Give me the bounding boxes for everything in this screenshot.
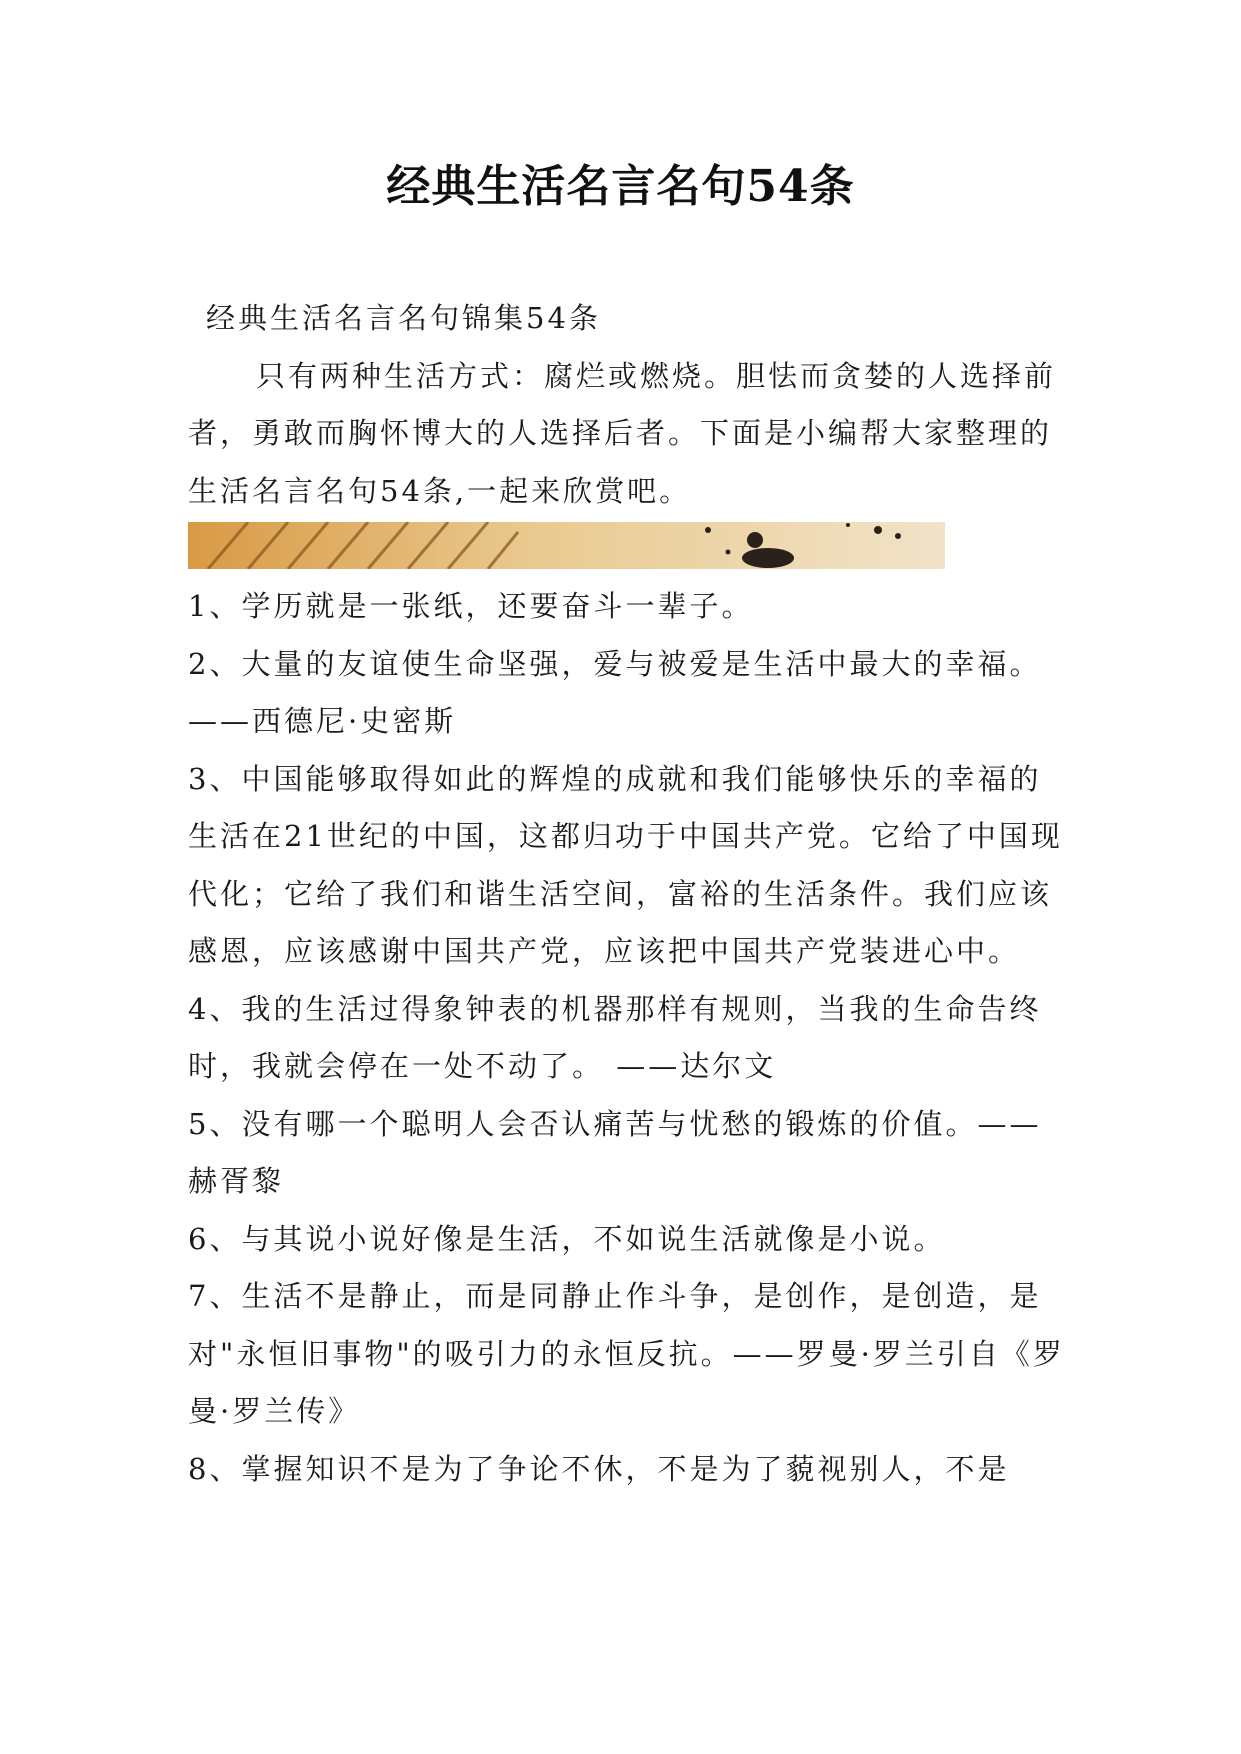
quote-item: 5、没有哪一个聪明人会否认痛苦与忧愁的锻炼的价值。——赫胥黎 — [188, 1106, 1042, 1198]
quote-item: 2、大量的友谊使生命坚强，爱与被爱是生活中最大的幸福。——西德尼·史密斯 — [188, 646, 1042, 738]
banner-image — [188, 522, 945, 569]
quote-item: 8、掌握知识不是为了争论不休，不是为了藐视别人，不是 — [188, 1451, 1010, 1486]
quote-item: 4、我的生活过得象钟表的机器那样有规则，当我的生命告终时，我就会停在一处不动了。 ——达尔文 — [188, 991, 1042, 1083]
quote-item: 3、中国能够取得如此的辉煌的成就和我们能够快乐的幸福的生活在21世纪的中国，这都归功于中国共产党。它给了中国现代化；它给了我们和谐生活空间，富裕的生活条件。我们应该感恩，应该感谢中国共产党，应该把中国共产党装进心中。 — [188, 761, 1063, 968]
quote-item: 1、学历就是一张纸，还要奋斗一辈子。 — [188, 589, 754, 623]
quote-item: 6、与其说小说好像是生活，不如说生活就像是小说。 — [188, 1221, 946, 1256]
document-subtitle: 经典生活名言名句锦集54条 — [206, 301, 601, 335]
intro-paragraph: 只有两种生活方式：腐烂或燃烧。胆怯而贪婪的人选择前者，勇敢而胸怀博大的人选择后者。下面是小编帮大家整理的生活名言名句54条,一起来欣赏吧。 — [188, 358, 1057, 508]
document-body — [188, 290, 1068, 1498]
quote-item: 7、生活不是静止，而是同静止作斗争，是创作，是创造，是对"永恒旧事物"的吸引力的永恒反抗。——罗曼·罗兰引自《罗曼·罗兰传》 — [188, 1279, 1065, 1428]
document-title: 经典生活名言名句54条 — [386, 161, 855, 212]
